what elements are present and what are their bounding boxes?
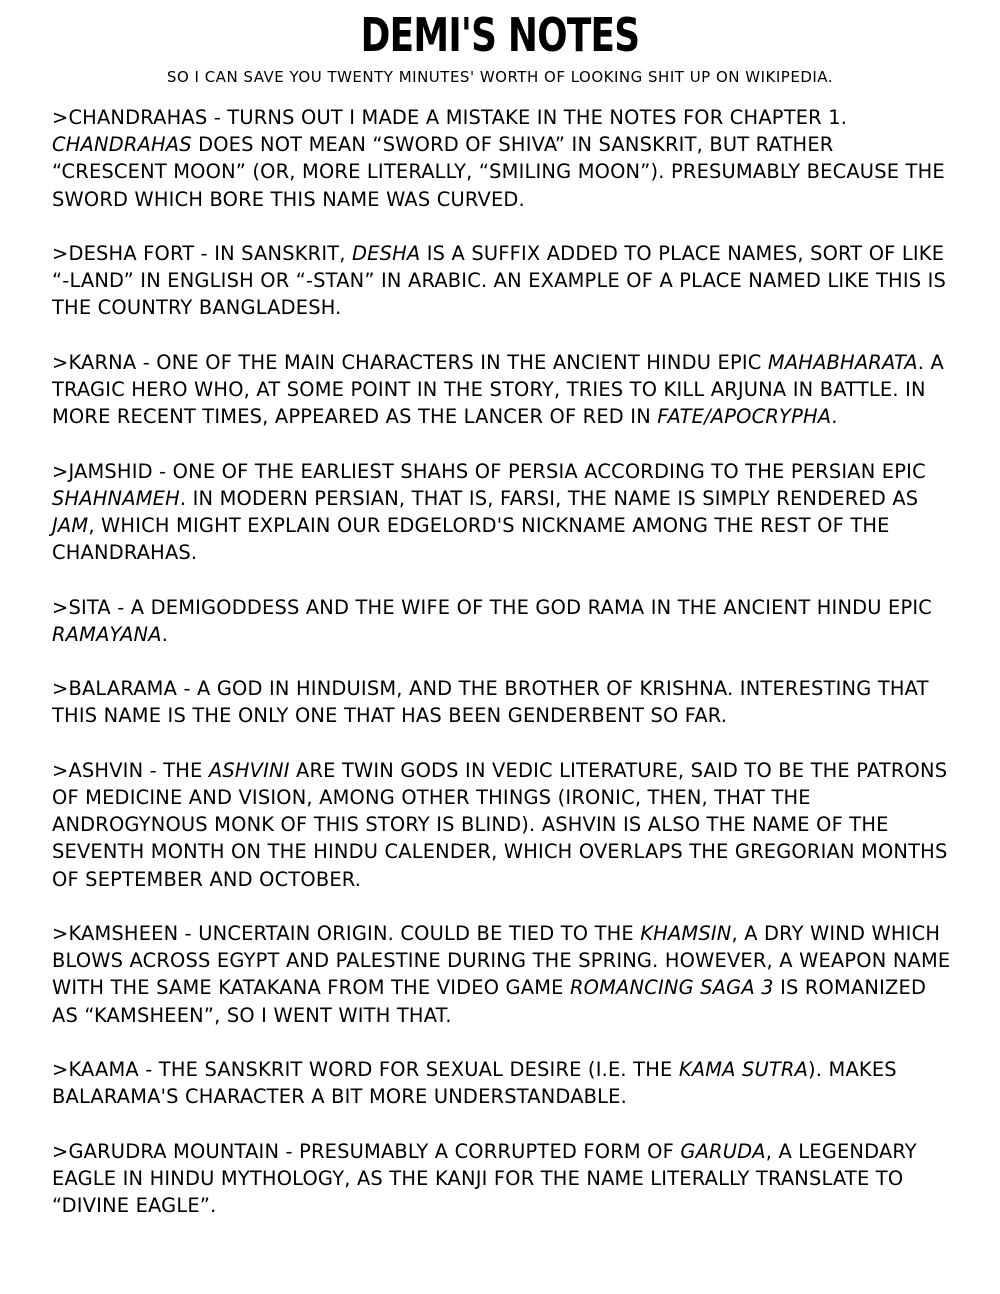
note-text: , A DRY WIND WHICH BLOWS ACROSS EGYPT AND PALESTINE DURING THE SPRING. HOWEVER, A WEAPON NAME WITH THE SAME KATAKANA FROM THE VIDEO GAME: [52, 921, 951, 1000]
note-karna: [52, 349, 952, 431]
page-title: DEMI'S NOTES: [360, 8, 640, 62]
notes-list: [52, 104, 952, 1246]
note-garudra-mountain: [52, 1138, 952, 1220]
note-italic-term: FATE/APOCRYPHA: [657, 405, 832, 429]
note-kamsheen: [52, 920, 952, 1029]
note-italic-term: KAMA SUTRA: [678, 1057, 809, 1081]
note-italic-term: CHANDRAHAS: [52, 133, 192, 157]
note-text: .: [831, 405, 838, 429]
note-ashvin: [52, 757, 952, 893]
note-italic-term: SHAHNAMEH: [52, 486, 180, 510]
note-chandrahas: [52, 104, 952, 213]
note-text: >DESHA FORT - IN SANSKRIT,: [52, 242, 353, 265]
note-italic-term: MAHABHARATA: [767, 350, 918, 374]
note-text: , A LEGENDARY EAGLE IN HINDU MYTHOLOGY, AS THE KANJI FOR THE NAME LITERALLY TRANSLATE TO “DIVINE EAGLE”.: [52, 1139, 917, 1217]
note-text: IS A SUFFIX ADDED TO PLACE NAMES, SORT OF LIKE “-LAND” IN ENGLISH OR “-STAN” IN ARABIC. AN EXAMPLE OF A PLACE NAMED LIKE THIS IS THE COUNTRY BANGLADESH.: [52, 242, 947, 320]
note-sita: [52, 594, 952, 648]
note-text: >SITA - A DEMIGODDESS AND THE WIFE OF THE GOD RAMA IN THE ANCIENT HINDU EPIC: [52, 595, 933, 619]
note-text: . A TRAGIC HERO WHO, AT SOME POINT IN THE STORY, TRIES TO KILL ARJUNA IN BATTLE. IN MORE RECENT TIMES, APPEARED AS THE LANCER OF RED IN: [52, 350, 944, 429]
note-text: >KAMSHEEN - UNCERTAIN ORIGIN. COULD BE TIED TO THE: [52, 921, 641, 945]
note-text: >JAMSHID - ONE OF THE EARLIEST SHAHS OF PERSIA ACCORDING TO THE PERSIAN EPIC: [52, 459, 926, 483]
note-text: , WHICH MIGHT EXPLAIN OUR EDGELORD'S NICKNAME AMONG THE REST OF THE CHANDRAHAS.: [52, 514, 890, 565]
note-jamshid: [52, 458, 952, 567]
note-text: >CHANDRAHAS - TURNS OUT I MADE A MISTAKE IN THE NOTES FOR CHAPTER 1.: [52, 106, 848, 129]
note-italic-term: RAMAYANA: [52, 622, 162, 646]
note-text: >KARNA - ONE OF THE MAIN CHARACTERS IN THE ANCIENT HINDU EPIC: [52, 350, 768, 374]
note-text: >GARUDRA MOUNTAIN - PRESUMABLY A CORRUPTED FORM OF: [52, 1139, 681, 1163]
note-text: IS ROMANIZED AS “KAMSHEEN”, SO I WENT WITH THAT.: [52, 976, 927, 1027]
note-text: >BALARAMA - A GOD IN HINDUISM, AND THE BROTHER OF KRISHNA. INTERESTING THAT THIS NAME IS THE ONLY ONE THAT HAS BEEN GENDERBENT SO FAR.: [52, 677, 929, 728]
note-text: .: [161, 622, 169, 646]
note-italic-term: DESHA: [352, 242, 421, 265]
note-text: . IN MODERN PERSIAN, THAT IS, FARSI, THE NAME IS SIMPLY RENDERED AS: [179, 486, 919, 510]
note-italic-term: JAM: [52, 514, 89, 537]
note-italic-term: ASHVINI: [208, 758, 290, 782]
note-balarama: [52, 675, 952, 729]
note-italic-term: ROMANCING SAGA 3: [569, 976, 774, 1000]
note-text: >ASHVIN - THE: [52, 758, 209, 782]
note-text: DOES NOT MEAN “SWORD OF SHIVA” IN SANSKRIT, BUT RATHER “CRESCENT MOON” (OR, MORE LITERALLY, “SMILING MOON”). PRESUMABLY BECAUSE THE SWORD WHICH BORE THIS NAME WAS CURVED.: [52, 133, 945, 211]
note-text: ). MAKES BALARAMA'S CHARACTER A BIT MORE UNDERSTANDABLE.: [52, 1057, 897, 1109]
note-kaama: [52, 1056, 952, 1110]
note-text: ARE TWIN GODS IN VEDIC LITERATURE, SAID TO BE THE PATRONS OF MEDICINE AND VISION, AMONG OTHER THINGS (IRONIC, THEN, THAT THE ANDROGYNOUS MONK OF THIS STORY IS BLIND). ASHVIN IS ALSO THE NAME OF THE SEVENTH MONTH ON THE HINDU CALENDER, WHICH OVERLAPS THE GREGORIAN MONTHS OF SEPTEMBER AND OCTOBER.: [52, 758, 948, 891]
note-italic-term: KHAMSIN: [640, 921, 732, 945]
note-text: >KAAMA - THE SANSKRIT WORD FOR SEXUAL DESIRE (I.E. THE: [52, 1057, 679, 1081]
note-desha-fort: [52, 240, 952, 322]
note-italic-term: GARUDA: [680, 1139, 766, 1163]
page-subtitle: SO I CAN SAVE YOU TWENTY MINUTES' WORTH OF LOOKING SHIT UP ON WIKIPEDIA.: [166, 68, 834, 86]
